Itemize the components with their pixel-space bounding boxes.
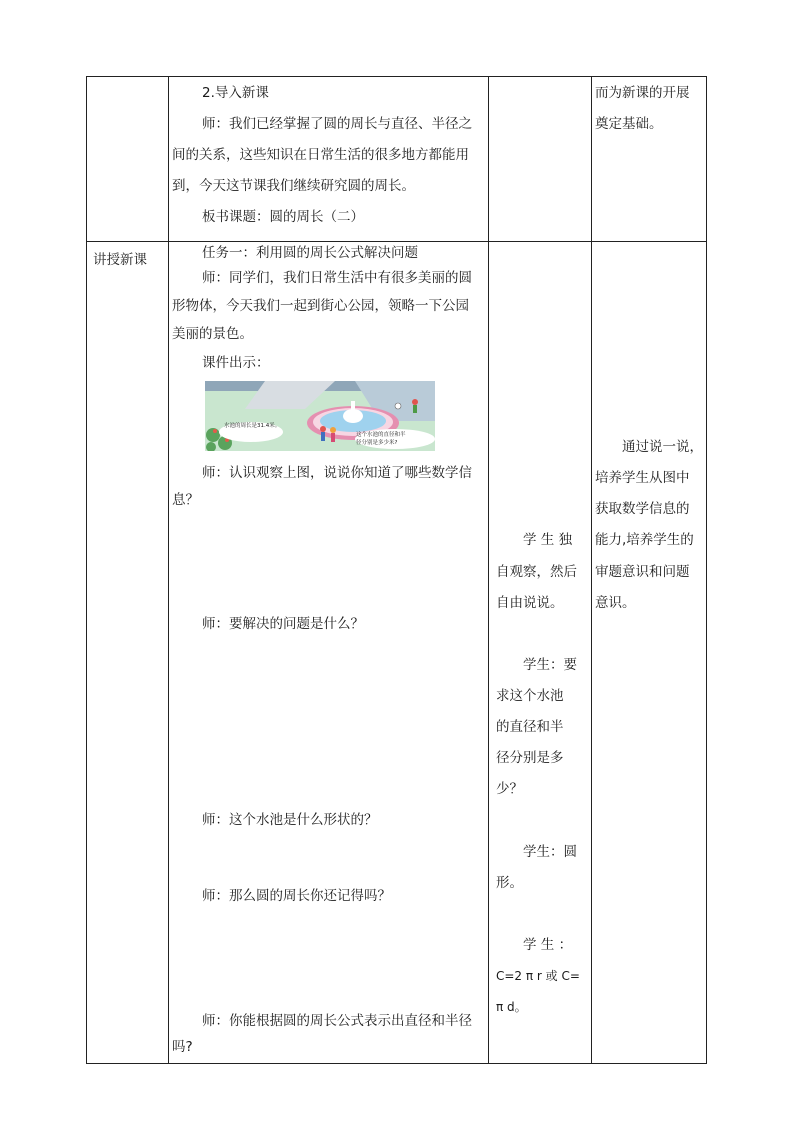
image-bubble-right-line: 这个水池的直径和半 <box>356 432 406 438</box>
teacher-line: 2.导入新课 <box>202 85 269 101</box>
teacher-question: 息？ <box>172 492 199 508</box>
image-bubble-right-line: 径分别是多少米? <box>356 440 398 446</box>
section-title: 讲授新课 <box>93 252 147 268</box>
intent-line: 而为新课的开展 <box>595 85 690 101</box>
teacher-question: 吗? <box>172 1039 193 1055</box>
student-response: 的直径和半 <box>496 719 564 735</box>
teacher-question: 师：认识观察上图，说说你知道了哪些数学信 <box>202 465 472 481</box>
student-response: 求这个水池 <box>496 688 564 704</box>
table-left-border <box>86 76 87 1064</box>
teacher-question: 师：那么圆的周长你还记得吗？ <box>202 888 391 904</box>
teacher-question: 师：这个水池是什么形状的？ <box>202 812 378 828</box>
intent-line: 奠定基础。 <box>595 116 663 132</box>
teacher-question: 师：要解决的问题是什么？ <box>202 616 364 632</box>
intent-line: 审题意识和问题 <box>595 564 690 580</box>
task-title: 任务一：利用圆的周长公式解决问题 <box>202 245 418 261</box>
park-fountain-illustration <box>205 381 435 451</box>
student-response: 学生：要 <box>523 657 577 673</box>
student-response: 学 生 ： <box>523 937 573 953</box>
intent-line: 获取数学信息的 <box>595 501 690 517</box>
intent-line: 意识。 <box>595 595 636 611</box>
teacher-line: 师：我们已经掌握了圆的周长与直径、半径之 <box>202 116 472 132</box>
intent-line: 能力,培养学生的 <box>595 532 694 548</box>
student-response: 自观察，然后 <box>496 564 577 580</box>
column-divider-1 <box>168 76 169 1064</box>
student-formula: π d。 <box>496 1000 527 1014</box>
table-right-border <box>706 76 707 1064</box>
intent-line: 通过说一说， <box>622 439 703 455</box>
row-divider <box>86 241 707 242</box>
teacher-line: 间的关系，这些知识在日常生活的很多地方都能用 <box>172 147 469 163</box>
teacher-line: 板书课题：圆的周长（二） <box>202 209 364 225</box>
student-response: 自由说说。 <box>496 595 564 611</box>
student-response: 少？ <box>496 781 523 797</box>
intent-line: 培养学生从图中 <box>595 470 690 486</box>
student-response: 径分别是多 <box>496 750 564 766</box>
column-divider-2 <box>488 76 489 1064</box>
teacher-line: 师：同学们，我们日常生活中有很多美丽的圆 <box>202 270 472 286</box>
column-divider-3 <box>591 76 592 1064</box>
image-bubble-left: 水池的周长是31.4米。 <box>224 423 281 429</box>
teacher-line: 形物体，今天我们一起到街心公园，领略一下公园 <box>172 298 469 314</box>
teacher-line: 到，今天这节课我们继续研究圆的周长。 <box>172 178 415 194</box>
table-bottom-border <box>86 1063 707 1064</box>
teacher-question: 师：你能根据圆的周长公式表示出直径和半径 <box>202 1013 472 1029</box>
student-formula: C=2 π r 或 C= <box>496 969 580 983</box>
student-response: 形。 <box>496 875 523 891</box>
courseware-label: 课件出示： <box>202 355 270 371</box>
table-top-border <box>86 76 707 77</box>
student-response: 学生：圆 <box>523 844 577 860</box>
teacher-line: 美丽的景色。 <box>172 326 253 342</box>
student-response: 学 生 独 <box>523 532 573 548</box>
